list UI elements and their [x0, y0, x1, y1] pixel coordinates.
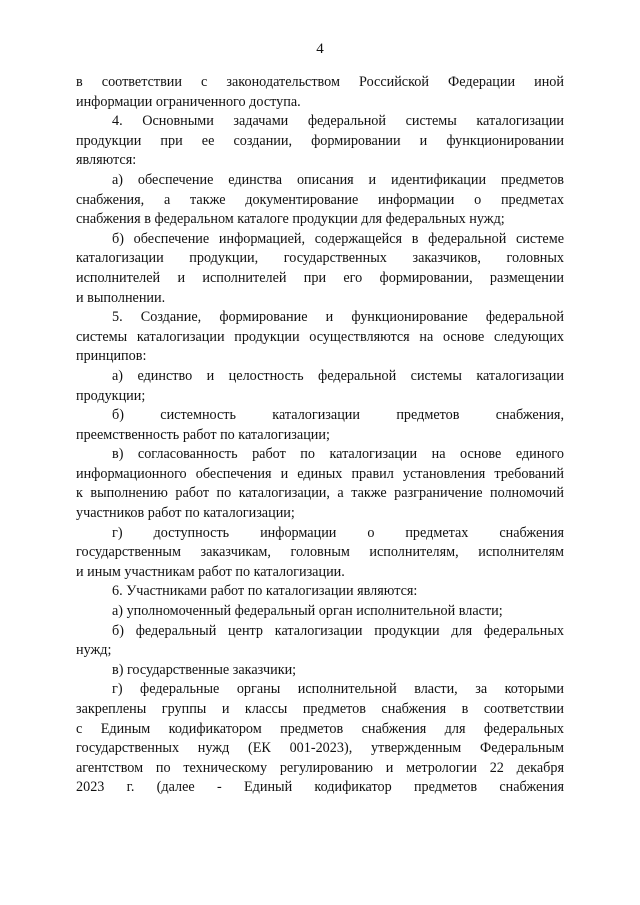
- text-line: в) согласованность работ по каталогизации на основе единого: [112, 446, 564, 463]
- text-line: участников работ по каталогизации;: [76, 505, 295, 522]
- text-line: б) федеральный центр каталогизации продукции для федеральных: [112, 622, 564, 639]
- text-line: в соответствии с законодательством Российской Федерации иной: [76, 74, 564, 90]
- text-line: нужд;: [76, 642, 112, 659]
- text-line: информации ограниченного доступа.: [76, 93, 301, 110]
- text-line: снабжения в федеральном каталоге продукции для федеральных нужд;: [76, 211, 505, 228]
- page-number: 4: [316, 41, 324, 57]
- text-line: государственным заказчикам, головным исполнителям, исполнителям: [76, 544, 564, 561]
- text-line: принципов:: [76, 348, 147, 365]
- text-line: и иным участникам работ по каталогизации.: [76, 563, 345, 580]
- text-line: 2023 г. (далее - Единый кодификатор предметов снабжения: [76, 779, 564, 796]
- text-line: с Единым кодификатором предметов снабжения для федеральных: [76, 720, 564, 737]
- text-line: б) обеспечение информацией, содержащейся в федеральной системе: [112, 230, 564, 247]
- document-body: [76, 73, 564, 798]
- text-line: информационного обеспечения и единых правил установления требований: [76, 465, 564, 482]
- text-line: закреплены группы и классы предметов снабжения в соответствии: [76, 701, 564, 717]
- text-line: снабжения, а также документирование информации о предметах: [76, 191, 564, 208]
- text-line: государственных нужд (ЕК 001-2023), утвержденным Федеральным: [76, 740, 564, 757]
- text-line: г) федеральные органы исполнительной власти, за которыми: [112, 681, 564, 698]
- text-line: а) единство и целостность федеральной системы каталогизации: [112, 367, 564, 384]
- text-line: агентством по техническому регулированию и метрологии 22 декабря: [76, 759, 564, 776]
- text-line: 4. Основными задачами федеральной системы каталогизации: [112, 113, 564, 130]
- text-line: а) уполномоченный федеральный орган исполнительной власти;: [112, 603, 503, 620]
- text-line: и выполнении.: [76, 289, 166, 306]
- text-line: в) государственные заказчики;: [112, 661, 297, 678]
- text-line: исполнителей и исполнителей при его формировании, размещении: [76, 269, 564, 286]
- text-line: 6. Участниками работ по каталогизации являются:: [112, 583, 418, 600]
- text-line: к выполнению работ по каталогизации, а также разграничение полномочий: [76, 485, 564, 502]
- text-line: б) системность каталогизации предметов снабжения,: [112, 407, 564, 424]
- text-line: а) обеспечение единства описания и идентификации предметов: [112, 171, 564, 188]
- text-line: являются:: [76, 152, 137, 169]
- text-line: системы каталогизации продукции осуществляются на основе следующих: [76, 328, 564, 345]
- text-line: продукции при ее создании, формировании и функционировании: [76, 132, 564, 149]
- text-line: преемственность работ по каталогизации;: [76, 426, 330, 443]
- text-line: 5. Создание, формирование и функционирование федеральной: [112, 309, 564, 326]
- text-line: г) доступность информации о предметах снабжения: [112, 524, 564, 541]
- text-line: продукции;: [76, 387, 146, 404]
- text-line: каталогизации продукции, государственных заказчиков, головных: [76, 250, 564, 267]
